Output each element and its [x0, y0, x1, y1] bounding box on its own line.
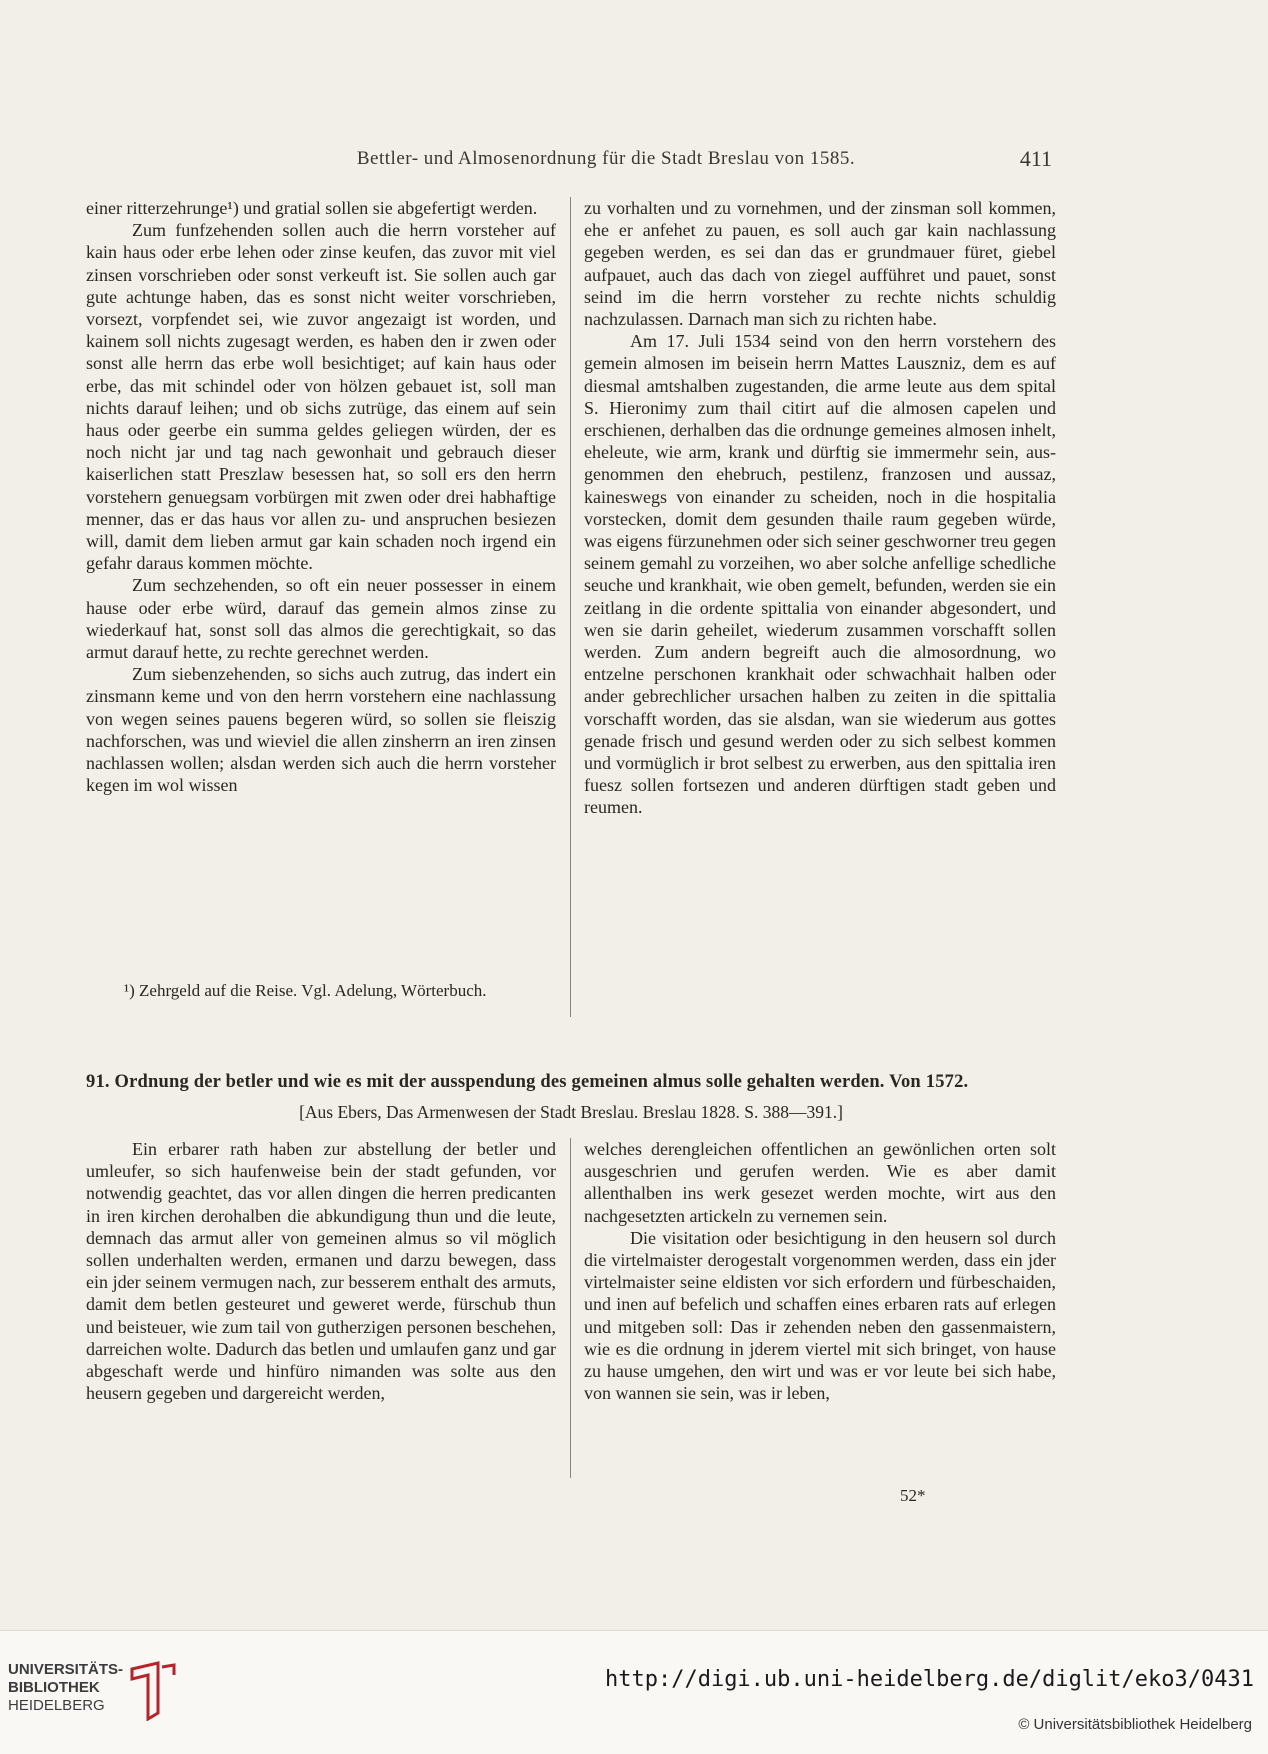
footnote-marker: ¹) — [124, 981, 135, 1000]
signature-mark: 52* — [900, 1486, 926, 1505]
footnote — [86, 980, 556, 1001]
paragraph: Zum sechzehenden, so oft ein neuer possesser in einem hause oder erbe würd, darauf das gemein almos zinse zu wiederkauf hat, sonst soll das almos die gerechtigkait, so das armut darauf hette, zu rechte gerechnet werden. — [86, 575, 556, 663]
paragraph: Am 17. Juli 1534 seind von den herrn vorstehern des gemein almosen im beisein herrn Mattes Lauszniz, dem es auf diesmal amtshalben zugestanden, die arme leute aus dem spital S. Hieronimy zum thail citirt auf die almosen capelen und erschienen, derhalben das die ordnunge gemeines almosen inhelt, eheleute, wie arm, krank und dürftig sie immermehr sein, ausgenommen den ehebruch, pestilenz, franzosen und aussaz, kaineswegs von einander zu scheiden, noch in die hospitalia vorstecken, domit dem gesunden thaile raum gegeben würde, was eigens fürzunehmen oder sich seiner geschworner treu gegen seinem gemahl zu vorzeihen, wo aber solche anfellige schedliche seuche und krankhait, wie oben gemelt, befunden, werden sie ein zeitlang in die ordente spittalia von einander abgesondert, und wen sie darin geheilet, wiederum zusammen vorschafft sollen werden. Zum andern begreift auch die almosordnung, wo entzelne perschonen krankhait oder schwachhait halben oder ander gebrechlicher ursachen halben zu zeiten in die spittalia vorschafft worden, das sie alsdan, wan sie wiederum aus gottes genade frisch und gesund werden oder zu sich selbest kommen und vormüglich ir brot selbest zu erwerben, aus den spittalia iren fuesz sollen fortsezen und anderen dürftigen stadt geben und reumen. — [584, 331, 1056, 818]
section-source: [Aus Ebers, Das Armenwesen der Stadt Breslau. Breslau 1828. S. 388—391.] — [299, 1102, 843, 1122]
top-left-column — [86, 197, 556, 796]
footer-bar — [0, 1630, 1268, 1754]
library-logo-text — [8, 1661, 123, 1715]
section-heading: 91. Ordnung der betler und wie es mit der ausspendung des gemeinen almus solle gehalten werden. Von 1572. — [86, 1072, 969, 1092]
footnote-text: Zehrgeld auf die Reise. Vgl. Adelung, Wörterbuch. — [139, 981, 487, 1000]
logo-line: HEIDELBERG — [8, 1697, 105, 1714]
top-right-column — [584, 197, 1056, 819]
paragraph: welches derengleichen offentlichen an gewönlichen orten solt ausgeschrien und gerufen werden. Wie es aber damit allenthalben ins werk gesezet werden mochte, wirt aus den nachgesetzten artickeln zu vernemen sein. — [584, 1139, 1056, 1226]
paragraph: Zum funfzehenden sollen auch die herrn vorsteher auf kain haus oder erbe lehen oder zinse keufen, das zuvor mit viel zinsen vorschrieben oder sonst verkeuft ist. Sie sollen auch gar gute achtunge haben, das es sonst nicht weiter vorschrieben, vorsezt, vorpfendet sei, wie zuvor angezaigt ist worden, und kainem soll nichts zugesagt werden, es haben den ir zwen oder sonst alle herrn das erbe woll besichtiget; auf kain haus oder erbe, das mit schindel oder von hölzen gebauet ist, soll man nichts darauf leihen; und ob sichs zutrüge, das einem auf sein haus oder geerbe ein summa geldes geliegen würden, der es noch nicht jar und tag nach gewonhait und gebrauch dieser kaiserlichen statt Preszlaw besessen hat, so soll ers den herrn vorstehern genuegsam vorbürgen mit zwen oder drei habhaftige menner, das er das haus vor allen zu- und anspruchen besiezen will, damit dem lieben armut gar kain schaden noch irgend ein gefahr daraus kommen möchte. — [86, 220, 556, 574]
logo-line: BIBLIOTHEK — [8, 1679, 100, 1696]
paragraph: einer ritterzehrunge¹) und gratial sollen sie abgefertigt werden. — [86, 198, 538, 218]
paragraph: zu vorhalten und zu vornehmen, und der zinsman soll kommen, ehe er anfehet zu pauen, es soll auch gar kain nachlassung gegeben werden, es sei dan das er grundmauer füret, giebel aufpauet, auch das dach von ziegel aufführet und pauet, sonst seind im die herrn vorsteher zu rechte nichts schuldig nachzulassen. Darnach man sich zu richten habe. — [584, 198, 1056, 330]
library-logo-icon — [128, 1661, 176, 1721]
running-head — [86, 148, 1056, 176]
logo-line: UNIVERSITÄTS- — [8, 1661, 124, 1678]
running-title: Bettler- und Almosenordnung für die Stadt Breslau von 1585. — [356, 148, 856, 169]
paragraph: Zum siebenzehenden, so sichs auch zutrug, das indert ein zinsmann keme und von den herrn vorstehern eine nachlassung von wegen seines pauens begeren würd, so sollen sie fleiszig nachforschen, was und wieviel die allen zinsherrn an iren zinsen nachlassen wollen; alsdan werden sich auch die herrn vorsteher kegen im wol wissen — [86, 664, 556, 796]
permalink-url[interactable]: http://digi.ub.uni-heidelberg.de/diglit/eko3/0431 — [604, 1667, 1254, 1692]
bottom-left-column — [86, 1138, 556, 1404]
paragraph: Die visitation oder besichtigung in den heusern sol durch die virtelmaister derogestalt vorgenommen werden, dass ein jder virtelmaister seine eldisten vor sich erfordern und fürbeschaiden, und inen auf befelich und schaffen eines erbaren rats auf erlegen und mitgeben soll: Das ir zehenden neben den gassenmaistern, wie es die ordnung in jderem viertel mit sich bringet, von hause zu hause umgehen, den wirt und was er vor leute bei sich habe, von wannen sie sein, was ir leben, — [584, 1227, 1056, 1404]
paragraph: Ein erbarer rath haben zur abstellung der betler und umleufer, so sich haufenweise bein der stadt gefunden, vor notwendig geachtet, das vor allen dingen die herren predicanten in iren kirchen derohalben die abkundigung thun und die leute, demnach das armut aller von gemeinen almus so vil möglich sollen underhalten werden, ermanen und darzu bewegen, dass ein jder seinem vermugen nach, zur besserem enthalt des armuts, damit dem betlen gesteuret und geweret werde, fürschub thun und beisteuer, wie zum tail von gutherzigen personen beschehen, darreichen wolte. Dadurch das betlen und umlaufen ganz und gar abgeschaft werde und hinfüro nimanden was solte aus den heusern gegeben und dargereicht werden, — [86, 1139, 556, 1404]
page-number: 411 — [1019, 146, 1052, 171]
bottom-right-column — [584, 1138, 1056, 1404]
column-divider — [570, 197, 571, 1017]
copyright-text: © Universitätsbibliothek Heidelberg — [1018, 1716, 1252, 1733]
column-divider — [570, 1138, 571, 1478]
